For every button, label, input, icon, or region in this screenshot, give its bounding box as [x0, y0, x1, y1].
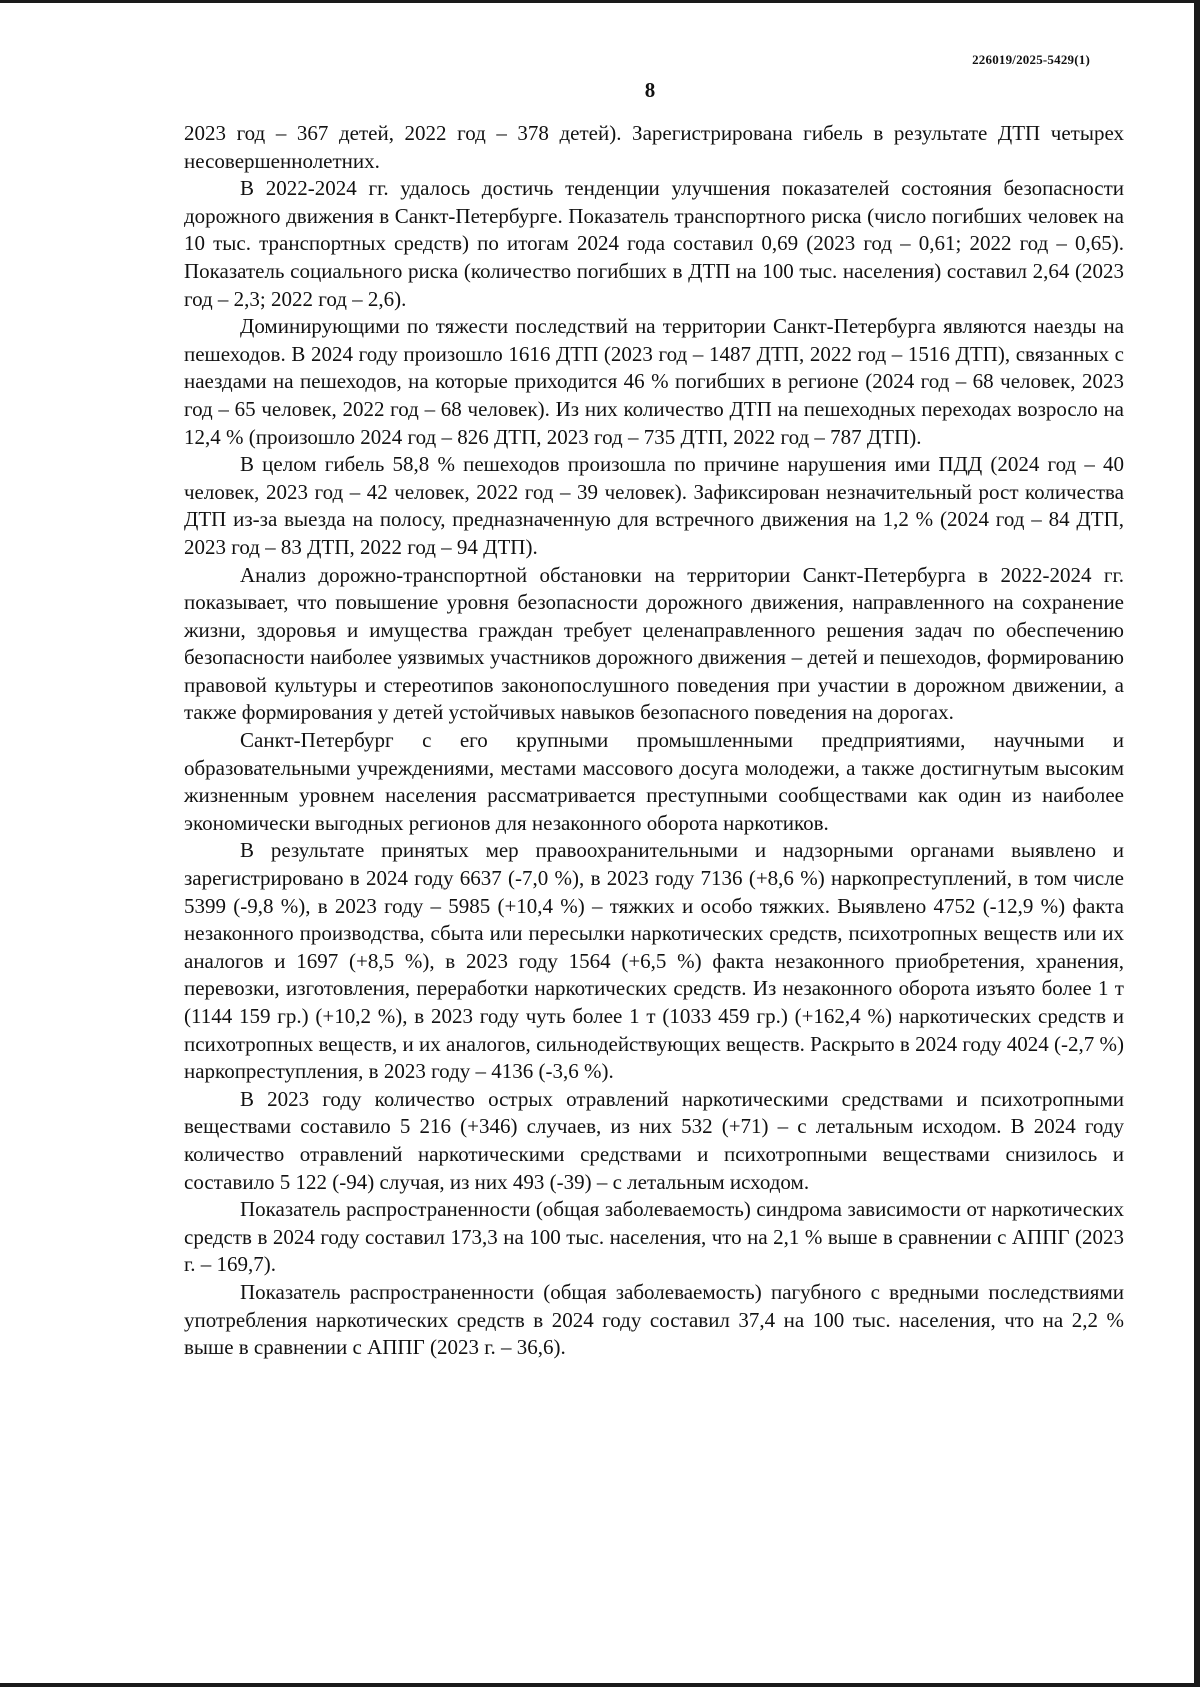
document-body: [184, 120, 1124, 1362]
scan-border-top: [0, 0, 1200, 3]
paragraph-drug-poisonings: В 2023 году количество острых отравлений наркотическими средствами и психотропными веществами составило 5 216 (+346) случаев, из них 532 (+71) – с летальным исходом. В 2024 году количество отравлений наркотическими средствами и психотропными веществами снизилось и составило 5 122 (-94) случая, из них 493 (-39) – с летальным исходом.: [184, 1086, 1124, 1194]
paragraph-harmful-use-prevalence: Показатель распространенности (общая заболеваемость) пагубного с вредными последствиями употребления наркотических средств в 2024 году составил 37,4 на 100 тыс. населения, что на 2,2 % выше в сравнении с АППГ (2023 г. – 36,6).: [184, 1279, 1124, 1360]
page-number: 8: [644, 78, 656, 102]
paragraph-pedestrian-violations: В целом гибель 58,8 % пешеходов произошла по причине нарушения ими ПДД (2024 год – 40 человек, 2023 год – 42 человек, 2022 год – 39 человек). Зафиксирован незначительный рост количества ДТП из-за выезда на полосу, предназначенную для встречного движения на 1,2 % (2024 год – 84 ДТП, 2023 год – 83 ДТП, 2022 год – 94 ДТП).: [184, 452, 1124, 559]
paragraph-continuation: 2023 год – 367 детей, 2022 год – 378 детей). Зарегистрирована гибель в результате ДТП четырех несовершеннолетних.: [184, 121, 1124, 173]
paragraph-road-safety-indicators: В 2022-2024 гг. удалось достичь тенденции улучшения показателей состояния безопасности дорожного движения в Санкт-Петербурге. Показатель транспортного риска (число погибших человек на 10 тыс. транспортных средств) по итогам 2024 года составил 0,69 (2023 год – 0,61; 2022 год – 0,65). Показатель социального риска (количество погибших в ДТП на 100 тыс. населения) составил 2,64 (2023 год – 2,3; 2022 год – 2,6).: [184, 176, 1124, 311]
paragraph-drug-crimes: В результате принятых мер правоохранительными и надзорными органами выявлено и зарегистрировано в 2024 году 6637 (-7,0 %), в 2023 году 7136 (+8,6 %) наркопреступлений, в том числе 5399 (-9,8 %), в 2023 году – 5985 (+10,4 %) – тяжких и особо тяжких. Выявлено 4752 (-12,9 %) факта незаконного производства, сбыта или пересылки наркотических средств, психотропных веществ или их аналогов и 1697 (+8,5 %), в 2023 году 1564 (+6,5 %) факта незаконного приобретения, хранения, перевозки, изготовления, переработки наркотических средств. Из незаконного оборота изъято более 1 т (1144 159 гр.) (+10,2 %), в 2023 году чуть более 1 т (1033 459 гр.) (+162,4 %) наркотических средств и психотропных веществ, и их аналогов, сильнодействующих веществ. Раскрыто в 2024 году 4024 (-2,7 %) наркопреступления, в 2023 году – 4136 (-3,6 %).: [184, 838, 1124, 1084]
paragraph-pedestrian-accidents: Доминирующими по тяжести последствий на территории Санкт-Петербурга являются наезды на пешеходов. В 2024 году произошло 1616 ДТП (2023 год – 1487 ДТП, 2022 год – 1516 ДТП), связанных с наездами на пешеходов, на которые приходится 46 % погибших в регионе (2024 год – 68 человек, 2023 год – 65 человек, 2022 год – 68 человек). Из них количество ДТП на пешеходных переходах возросло на 12,4 % (произошло 2024 год – 826 ДТП, 2023 год – 735 ДТП, 2022 год – 787 ДТП).: [184, 314, 1124, 449]
document-registration-number: 226019/2025-5429(1): [972, 52, 1090, 67]
paragraph-dependence-prevalence: Показатель распространенности (общая заболеваемость) синдрома зависимости от наркотических средств в 2024 году составил 173,3 на 100 тыс. населения, что на 2,1 % выше в сравнении с АППГ (2023 г. – 169,7).: [184, 1197, 1124, 1277]
paragraph-road-situation-analysis: Анализ дорожно-транспортной обстановки на территории Санкт-Петербурга в 2022-2024 гг. показывает, что повышение уровня безопасности дорожного движения, направленного на сохранение жизни, здоровья и имущества граждан требует целенаправленного решения задач по обеспечению безопасности наиболее уязвимых участников дорожного движения – детей и пешеходов, формированию правовой культуры и стереотипов законопослушного поведения при участии в дорожном движении, а также формирования у детей устойчивых навыков безопасного поведения на дорогах.: [184, 562, 1124, 725]
scan-border-right: [1194, 0, 1200, 1687]
scan-border-bottom: [0, 1683, 1200, 1687]
paragraph-drug-market-region: Санкт-Петербург с его крупными промышленными предприятиями, научными и образовательными учреждениями, местами массового досуга молодежи, а также достигнутым высоким жизненным уровнем населения рассматривается преступными сообществами как один из наиболее экономически выгодных регионов для незаконного оборота наркотиков.: [184, 728, 1124, 835]
